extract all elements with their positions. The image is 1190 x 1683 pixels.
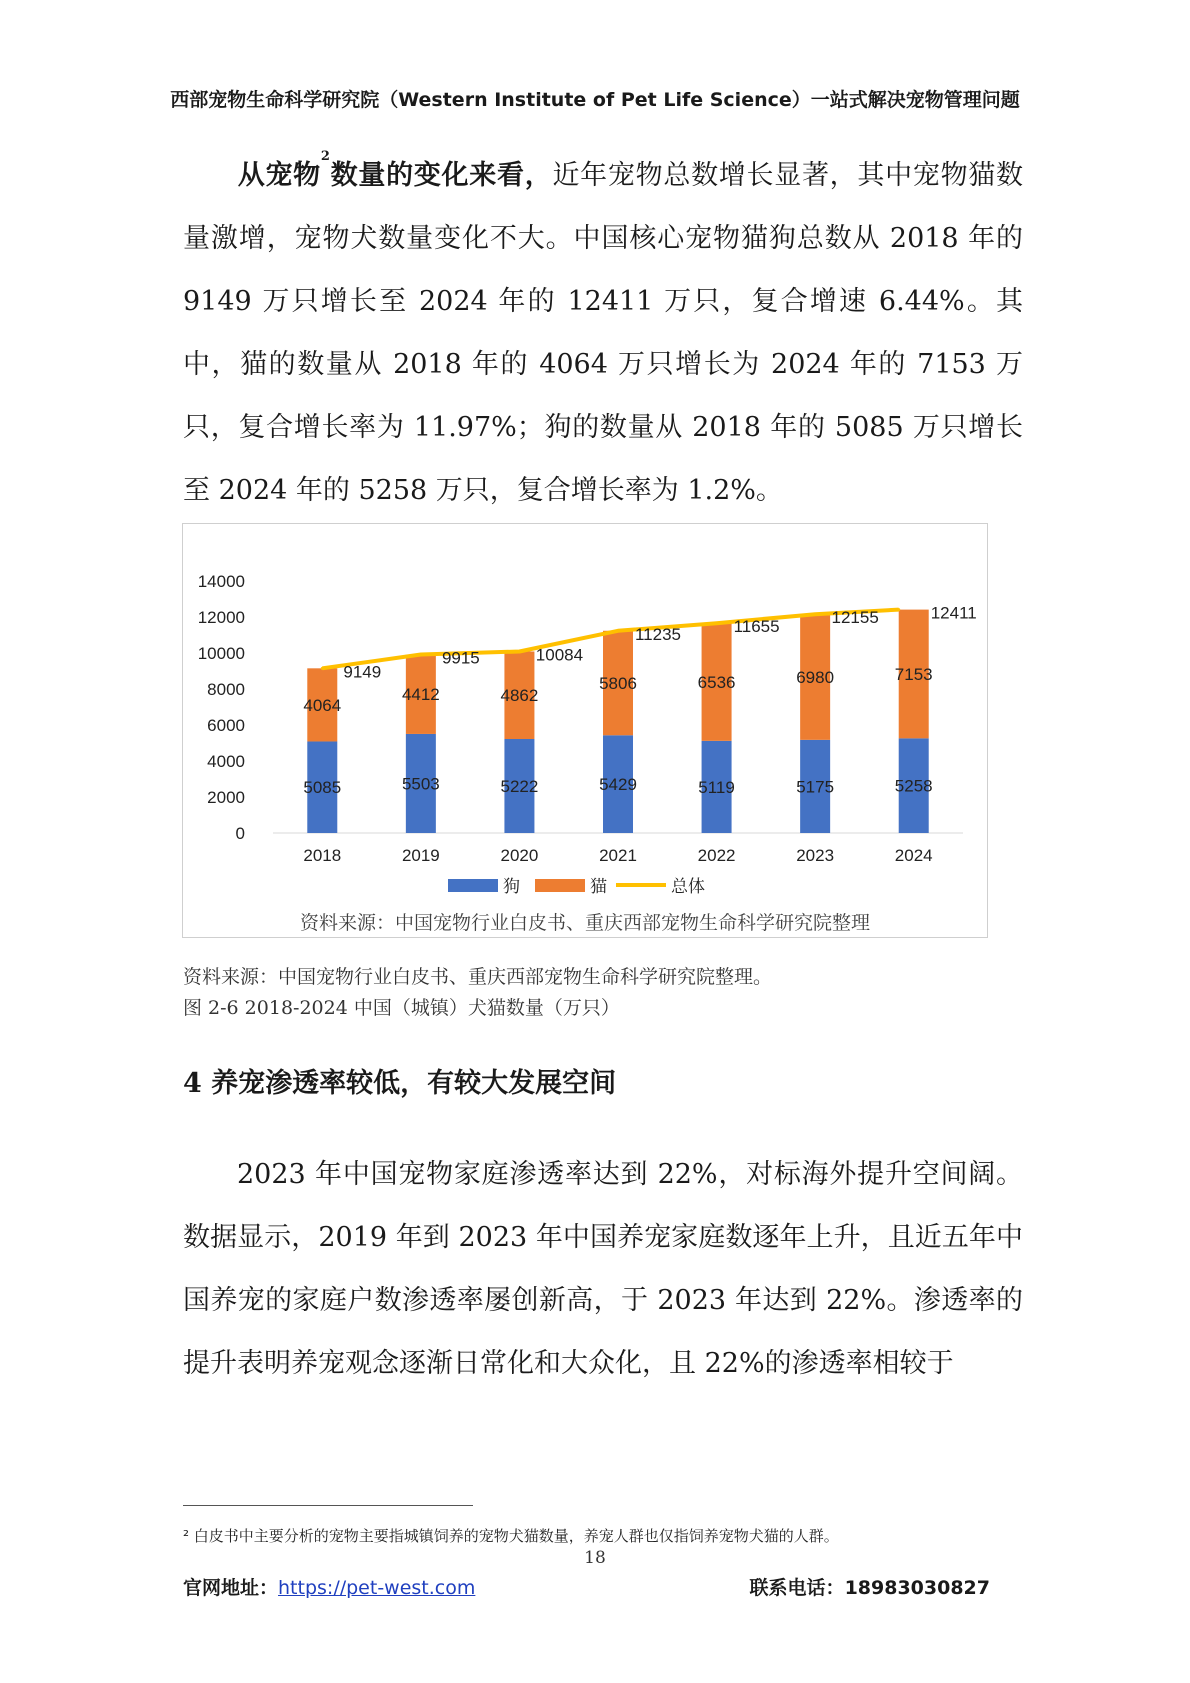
y-tick-label: 12000	[197, 608, 245, 627]
figure-caption: 图 2-6 2018-2024 中国（城镇）犬猫数量（万只）	[183, 997, 620, 1019]
y-tick-label: 0	[235, 824, 245, 843]
total-point	[518, 650, 521, 653]
data-label-dog: 5119	[698, 777, 735, 797]
x-tick-label: 2023	[796, 846, 835, 865]
data-label-total: 9915	[441, 648, 480, 668]
legend-label: 狗	[503, 877, 520, 896]
footnote-ref[interactable]: 2	[320, 149, 330, 164]
paragraph-lead	[237, 149, 553, 191]
total-point	[321, 667, 324, 670]
y-tick-label: 6000	[207, 716, 245, 735]
source-note: 资料来源：中国宠物行业白皮书、重庆西部宠物生命科学研究院整理。	[183, 966, 773, 988]
chart-source-label: 资料来源：中国宠物行业白皮书、重庆西部宠物生命科学研究院整理	[299, 912, 870, 934]
data-label-cat: 7153	[894, 664, 933, 684]
website-link[interactable]: https://pet-west.com	[278, 1577, 476, 1599]
x-tick-label: 2024	[894, 846, 933, 865]
total-point	[617, 629, 620, 632]
legend-swatch	[448, 879, 498, 892]
y-tick-label: 8000	[207, 680, 245, 699]
data-label-cat: 4862	[500, 686, 539, 706]
x-tick-label: 2021	[599, 846, 637, 865]
page-header: 西部宠物生命科学研究院（Western Institute of Pet Life Science）一站式解决宠物管理问题	[170, 89, 1020, 111]
data-label-total: 12155	[831, 608, 879, 628]
x-tick-label: 2018	[303, 846, 342, 865]
chart-svg	[183, 524, 986, 936]
footer-phone	[750, 1573, 990, 1600]
data-label-cat: 4412	[401, 685, 440, 705]
footnote: ² 白皮书中主要分析的宠物主要指城镇饲养的宠物犬猫数量，养宠人群也仅指饲养宠物犬猫的人群。	[183, 1527, 839, 1545]
footer-website	[183, 1573, 475, 1600]
total-point	[897, 608, 900, 611]
y-tick-label: 14000	[197, 572, 245, 591]
x-tick-label: 2020	[500, 846, 539, 865]
data-label-dog: 5222	[500, 777, 539, 797]
data-label-dog: 5085	[303, 778, 342, 798]
data-label-total: 11655	[733, 617, 780, 637]
data-label-dog: 5429	[599, 775, 637, 795]
y-tick-label: 4000	[207, 752, 245, 771]
data-label-cat: 6980	[796, 668, 835, 688]
phone-label: 联系电话：	[749, 1577, 845, 1599]
website-label: 官网地址：	[183, 1577, 279, 1599]
pet-count-chart	[182, 523, 988, 938]
total-point	[715, 622, 718, 625]
data-label-dog: 5503	[401, 774, 440, 794]
paragraph-body: 近年宠物总数增长显著，其中宠物猫数量激增，宠物犬数量变化不大。中国核心宠物猫狗总数从 2018 年的 9149 万只增长至 2024 年的 12411 万只，复合增速 6.44%。其中，猫的数量从 2018 年的 4064 万只增长为 2024 年的 7153 万只，复合增长率为 11.97%；狗的数量从 2018 年的 5085 万只增长至 2024 年的 5258 万只，复合增长率为 1.2%。	[183, 160, 1024, 506]
data-label-cat: 4064	[303, 695, 342, 715]
phone-number: 18983030827	[844, 1577, 990, 1599]
legend-label: 总体	[671, 877, 705, 896]
lead-text-1: 从宠物	[237, 160, 321, 191]
legend-label: 猫	[590, 877, 607, 896]
x-tick-label: 2022	[697, 846, 736, 865]
data-label-dog: 5175	[796, 777, 835, 797]
data-label-total: 11235	[634, 624, 682, 644]
x-tick-label: 2019	[401, 846, 440, 865]
data-label-total: 12411	[930, 603, 977, 623]
data-label-cat: 5806	[599, 674, 637, 694]
paragraph-penetration	[183, 1143, 1023, 1395]
legend-swatch	[535, 879, 585, 892]
page-number: 18	[584, 1548, 606, 1568]
section-heading: 4 养宠渗透率较低，有较大发展空间	[183, 1068, 617, 1099]
data-label-total: 9149	[343, 662, 382, 682]
total-point	[419, 653, 422, 656]
footnote-divider	[183, 1505, 473, 1506]
paragraph-pet-count	[183, 144, 1023, 522]
y-tick-label: 10000	[197, 644, 245, 663]
data-label-dog: 5258	[894, 776, 933, 796]
total-point	[814, 613, 817, 616]
lead-text-2: 数量的变化来看，	[329, 160, 553, 191]
data-label-cat: 6536	[697, 673, 736, 693]
data-label-total: 10084	[535, 645, 584, 665]
paragraph-body: 2023 年中国宠物家庭渗透率达到 22%，对标海外提升空间阔。数据显示，2019 年到 2023 年中国养宠家庭数逐年上升，且近五年中国养宠的家庭户数渗透率屡创新高，于 2023 年达到 22%。渗透率的提升表明养宠观念逐渐日常化和大众化，且 22%的渗透率相较于	[183, 1159, 1023, 1379]
y-tick-label: 2000	[207, 788, 245, 807]
